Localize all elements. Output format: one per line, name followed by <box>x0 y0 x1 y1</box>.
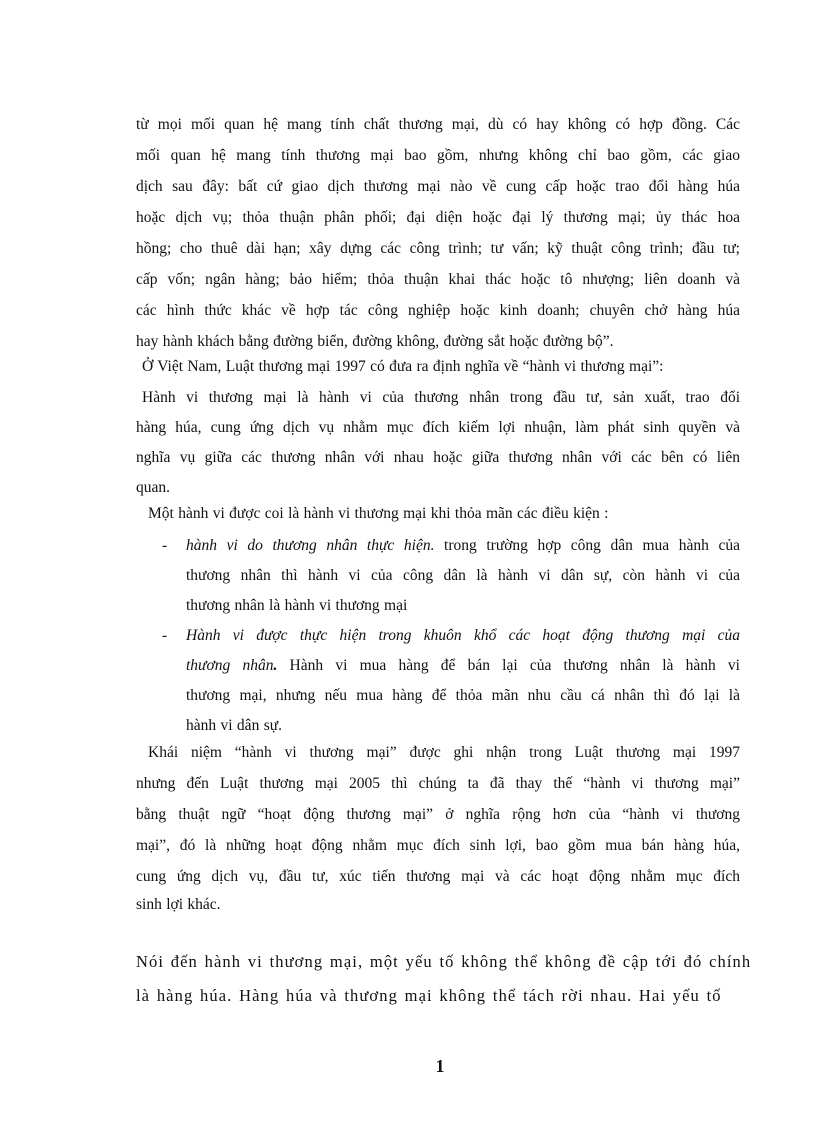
bullet-item-line <box>186 656 740 676</box>
bullet-emphasis: thương nhân <box>186 657 274 674</box>
bullet-item-line: thương mại, nhưng nếu mua hàng để thỏa mãn nhu cầu cá nhân thì đó lại là <box>186 687 740 704</box>
body-text-line: từ mọi mối quan hệ mang tính chất thương mại, dù có hay không có hợp đồng. Các <box>136 116 740 133</box>
body-text-line: hay hành khách bằng đường biển, đường không, đường sắt hoặc đường bộ”. <box>136 333 614 350</box>
body-text-line: hoặc dịch vụ; thỏa thuận phân phối; đại diện hoặc đại lý thương mại; ủy thác hoa <box>136 209 740 226</box>
bullet-emphasis: hành vi do thương nhân thực hiện. <box>186 537 435 554</box>
body-text-line: các hình thức khác về hợp tác công nghiệp hoặc kinh doanh; chuyên chở hàng húa <box>136 302 740 319</box>
bullet-item-line: thương nhân là hành vi thương mại <box>186 597 408 614</box>
body-text-line: Nói đến hành vi thương mại, một yếu tố không thể không đề cập tới đó chính <box>136 952 752 971</box>
body-text-line: cung ứng dịch vụ, đầu tư, xúc tiến thương mại và các hoạt động nhằm mục đích <box>136 868 740 885</box>
bullet-item-line: thương nhân thì hành vi của công dân là hành vi dân sự, còn hành vi của <box>186 567 740 584</box>
body-text-line: nhưng đến Luật thương mại 2005 thì chúng ta đã thay thế “hành vi thương mại” <box>136 775 740 792</box>
bullet-text: Hành vi mua hàng để bán lại của thương nhân là hành vi <box>277 657 740 674</box>
body-text-line: mại”, đó là những hoạt động nhằm mục đích sinh lợi, bao gồm mua bán hàng húa, <box>136 837 740 854</box>
body-text-line: Khái niệm “hành vi thương mại” được ghi nhận trong Luật thương mại 1997 <box>148 744 740 761</box>
definition-text-line: quan. <box>136 479 171 496</box>
bullet-text: trong trường hợp công dân mua hành của <box>434 537 740 554</box>
bullet-dash: - <box>162 627 168 644</box>
body-text-line: Ở Việt Nam, Luật thương mại 1997 có đưa ra định nghĩa về “hành vi thương mại”: <box>142 358 664 375</box>
definition-text-line: Hành vi thương mại là hành vi của thương nhân trong đầu tư, sản xuất, trao đổi <box>142 389 740 406</box>
body-text-line: mối quan hệ mang tính thương mại bao gồm, nhưng không chỉ bao gồm, các giao <box>136 147 740 164</box>
bullet-dash: - <box>162 537 168 554</box>
body-text-line: cấp vốn; ngân hàng; bảo hiểm; thỏa thuận khai thác hoặc tô nhượng; liên doanh và <box>136 271 740 288</box>
definition-text-line: hàng húa, cung ứng dịch vụ nhằm mục đích kiếm lợi nhuận, làm phát sinh quyền và <box>136 419 740 436</box>
bullet-emphasis-dot: . <box>273 657 278 674</box>
body-text-line: bằng thuật ngữ “hoạt động thương mại” ở nghĩa rộng hơn của “hành vi thương <box>136 806 740 823</box>
bullet-emphasis-line: Hành vi được thực hiện trong khuôn khổ các hoạt động thương mại của <box>186 627 740 644</box>
page-number: 1 <box>435 1056 445 1076</box>
body-text-line: hồng; cho thuê dài hạn; xây dựng các công trình; tư vấn; kỹ thuật công trình; đầu tư; <box>136 240 740 257</box>
body-text-line: sinh lợi khác. <box>136 896 221 913</box>
body-text-line: là hàng húa. Hàng húa và thương mại không thể tách rời nhau. Hai yếu tố <box>136 986 722 1005</box>
body-text-line: dịch sau đây: bất cứ giao dịch thương mại nào về cung cấp hoặc trao đổi hàng húa <box>136 178 740 195</box>
bullet-item-line: hành vi dân sự. <box>186 717 282 734</box>
body-text-line: Một hành vi được coi là hành vi thương mại khi thỏa mãn các điều kiện : <box>148 505 609 522</box>
bullet-item-line <box>186 536 740 556</box>
definition-text-line: nghĩa vụ giữa các thương nhân với nhau hoặc giữa thương nhân với các bên có liên <box>136 449 740 466</box>
